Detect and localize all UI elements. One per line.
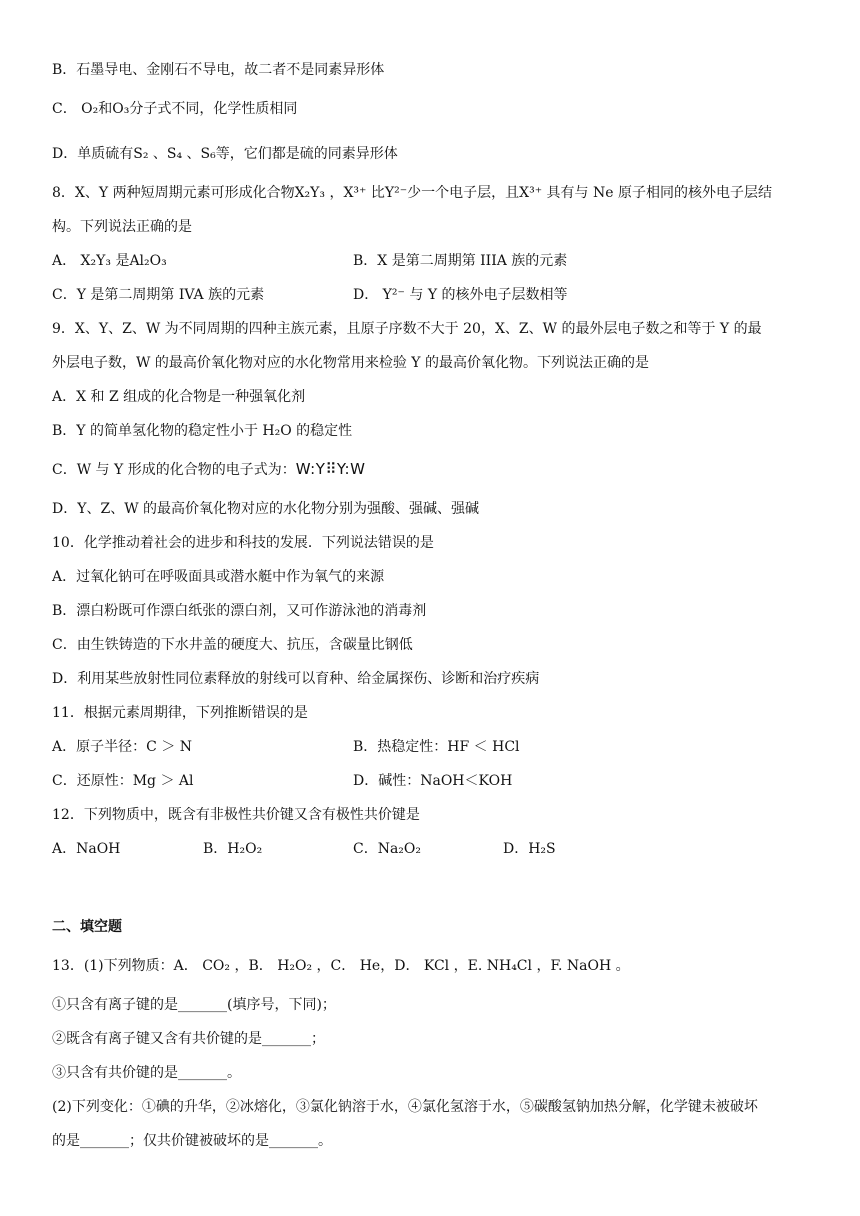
q10-stem: 10．化学推动着社会的进步和科技的发展．下列说法错误的是 xyxy=(52,535,434,551)
q8-stem-line1: 8．X、Y 两种短周期元素可形成化合物X₂Y₃ ，X³⁺ 比Y²⁻少一个电子层，且X³⁺ 具有与 Ne 原子相同的核外电子层结 xyxy=(52,185,772,201)
q10-option-b: B．漂白粉既可作漂白纸张的漂白剂，又可作游泳池的消毒剂 xyxy=(52,603,427,619)
q11-option-b: B．热稳定性：HF ＜ HCl xyxy=(353,739,520,755)
q9-stem-line1: 9．X、Y、Z、W 为不同周期的四种主族元素，且原子序数不大于 20，X、Z、W 的最外层电子数之和等于 Y 的最 xyxy=(52,321,762,337)
q13-sub3: ③只含有共价键的是_______。 xyxy=(52,1065,241,1081)
q9-option-b: B．Y 的简单氢化物的稳定性小于 H₂O 的稳定性 xyxy=(52,423,353,439)
q10-option-d: D．利用某些放射性同位素释放的射线可以育种、给金属探伤、诊断和治疗疾病 xyxy=(52,671,540,687)
section-title: 二、填空题 xyxy=(52,919,122,935)
q7-option-c: C． O₂和O₃分子式不同，化学性质相同 xyxy=(52,101,298,117)
q11-stem: 11．根据元素周期律，下列推断错误的是 xyxy=(52,705,308,721)
electron-formula: W:Y⠿Y:W xyxy=(295,460,366,478)
q9-stem-line2: 外层电子数，W 的最高价氧化物对应的水化物常用来检验 Y 的最高价氧化物。下列说法正确的是 xyxy=(52,355,649,371)
q13-part2-line1: (2)下列变化：①碘的升华，②冰熔化，③氯化钠溶于水，④氯化氢溶于水，⑤碳酸氢钠加热分解，化学键未被破坏 xyxy=(52,1099,758,1115)
q13-sub2: ②既含有离子键又含有共价键的是_______； xyxy=(52,1031,325,1047)
q8-stem-line2: 构。下列说法正确的是 xyxy=(52,219,192,235)
q11-option-c: C．还原性：Mg ＞ Al xyxy=(52,773,194,789)
q9-option-d: D．Y、Z、W 的最高价氧化物对应的水化物分别为强酸、强碱、强碱 xyxy=(52,501,480,517)
q11-option-a: A．原子半径：C ＞ N xyxy=(52,739,192,755)
q9-option-a: A．X 和 Z 组成的化合物是一种强氧化剂 xyxy=(52,389,306,405)
q7-option-d: D．单质硫有S₂ 、S₄ 、S₆等，它们都是硫的同素异形体 xyxy=(52,146,398,162)
q12-option-a: A．NaOH xyxy=(52,841,121,857)
q12-option-b: B．H₂O₂ xyxy=(203,841,263,857)
q8-option-d: D． Y²⁻ 与 Y 的核外电子层数相等 xyxy=(353,287,568,303)
q11-option-d: D．碱性：NaOH＜KOH xyxy=(353,773,513,789)
q10-option-a: A．过氧化钠可在呼吸面具或潜水艇中作为氧气的来源 xyxy=(52,569,385,585)
q13-stem: 13．(1)下列物质：A． CO₂ ，B． H₂O₂ ，C． He，D． KCl ，E. NH₄Cl ，F. NaOH 。 xyxy=(52,958,630,974)
q8-option-c: C．Y 是第二周期第 IVA 族的元素 xyxy=(52,287,265,303)
q13-sub1: ①只含有离子键的是_______(填序号，下同)； xyxy=(52,997,336,1013)
q12-option-d: D．H₂S xyxy=(503,841,556,857)
q9-option-c xyxy=(52,459,365,480)
q7-option-b: B．石墨导电、金刚石不导电，故二者不是同素异形体 xyxy=(52,62,385,78)
q12-stem: 12．下列物质中，既含有非极性共价键又含有极性共价键是 xyxy=(52,807,420,823)
q13-part2-line2: 的是_______；仅共价键被破坏的是_______。 xyxy=(52,1133,332,1149)
q12-option-c: C．Na₂O₂ xyxy=(353,841,422,857)
q9-option-c-text: C．W 与 Y 形成的化合物的电子式为： xyxy=(52,462,296,478)
q10-option-c: C．由生铁铸造的下水井盖的硬度大、抗压，含碳量比钢低 xyxy=(52,637,413,653)
q8-option-a: A． X₂Y₃ 是Al₂O₃ xyxy=(52,253,167,269)
q8-option-b: B．X 是第二周期第 IIIA 族的元素 xyxy=(353,253,568,269)
